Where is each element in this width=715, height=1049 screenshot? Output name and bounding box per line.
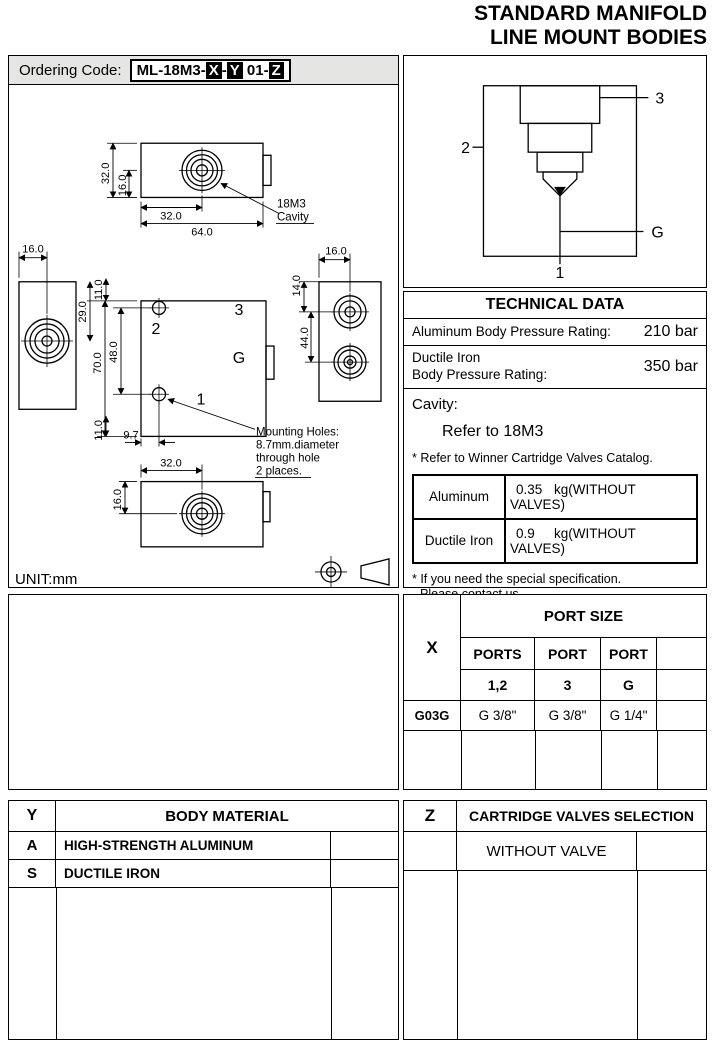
weight-material: Ductile Iron <box>413 519 505 563</box>
body-material-label: DUCTILE IRON <box>56 860 331 887</box>
dim-label: 9.7 <box>123 429 139 442</box>
mounting-note-line4: 2 places. <box>256 465 303 478</box>
dim-label: 16.0 <box>117 174 129 197</box>
ductile-rating-value: 350 bar <box>643 357 698 375</box>
grid-line <box>601 731 602 789</box>
dim-label: 48.0 <box>108 341 120 363</box>
schematic-port-3: 3 <box>655 90 665 108</box>
code-chip-x: X <box>206 62 222 79</box>
technical-data-body <box>404 389 706 603</box>
cavity-callout-line1: 18M3 <box>277 198 306 211</box>
code-chip-y: Y <box>227 62 243 79</box>
dim-label: 70.0 <box>92 352 104 374</box>
code-middle: 01- <box>242 61 269 79</box>
grid-line <box>461 731 462 789</box>
port-size-col-header-empty <box>657 638 706 670</box>
front-view <box>77 275 333 446</box>
port-size-table <box>403 594 707 790</box>
ordering-code-label: Ordering Code: <box>19 61 122 79</box>
body-material-code: A <box>9 832 56 859</box>
port-label-2: 2 <box>151 319 161 338</box>
port-label-3: 3 <box>234 300 244 319</box>
right-plate-view <box>319 246 381 402</box>
catalog-note: * Refer to Winner Cartridge Valves Catalog. <box>412 450 653 465</box>
weight-value: 0.9 <box>516 525 535 541</box>
body-material-key: Y <box>9 801 56 831</box>
weight-row <box>413 475 697 519</box>
dim-label: 16.0 <box>325 245 347 258</box>
weight-value-cell <box>505 519 697 563</box>
weight-unit: kg(WITHOUT VALVES) <box>510 481 636 512</box>
weight-value-cell <box>505 475 697 519</box>
dimension-drawing-svg <box>9 85 398 587</box>
grid-line <box>457 871 458 1039</box>
cartridge-title: CARTRIDGE VALVES SELECTION <box>468 808 695 824</box>
code-chip-z: Z <box>269 62 284 79</box>
code-dash: - <box>221 61 227 79</box>
port-size-col-header: PORT <box>535 638 601 670</box>
dim-label: 32.0 <box>100 162 112 185</box>
port-size-value-empty <box>657 701 706 731</box>
body-material-code: S <box>9 860 56 887</box>
dim-label: 29.0 <box>77 301 89 323</box>
weight-table <box>412 474 698 564</box>
dim-label: 64.0 <box>191 226 213 239</box>
dim-label: 11.0 <box>93 279 105 301</box>
cartridge-header-row <box>404 801 706 832</box>
port-size-col-header: PORT <box>601 638 657 670</box>
technical-data-header: TECHNICAL DATA <box>403 291 707 319</box>
schematic-port-g: G <box>651 224 664 242</box>
port-size-value: G 3/8" <box>461 701 535 731</box>
port-size-title: PORT SIZE <box>461 595 706 638</box>
port-size-col-sub: G <box>601 670 657 701</box>
port-size-col-sub-empty <box>657 670 706 701</box>
mounting-note-line3: through hole <box>256 452 320 465</box>
dim-label: 32.0 <box>160 457 182 470</box>
cavity-value: Refer to 18M3 <box>442 422 544 440</box>
aluminum-rating-row <box>404 319 706 346</box>
cartridge-option: WITHOUT VALVE <box>457 832 637 870</box>
mounting-note-line2: 8.7mm.diameter <box>256 439 340 452</box>
cartridge-row <box>404 832 706 871</box>
empty-panel <box>8 594 399 790</box>
body-material-row <box>9 860 398 888</box>
weight-row <box>413 519 697 563</box>
dim-label: 14.0 <box>291 275 303 297</box>
body-material-empty-cell <box>331 832 398 859</box>
body-material-row <box>9 832 398 860</box>
cavity-label: Cavity: <box>412 395 458 413</box>
aluminum-rating-value: 210 bar <box>643 323 698 340</box>
weight-unit: kg(WITHOUT VALVES) <box>510 525 636 556</box>
cavity-callout-line2: Cavity <box>277 211 309 224</box>
unit-label: UNIT:mm <box>15 570 78 587</box>
port-size-value: G 3/8" <box>535 701 601 731</box>
ordering-code-value <box>130 59 291 82</box>
body-material-header-row <box>9 801 398 832</box>
port-label-g: G <box>232 349 246 368</box>
grid-line <box>535 731 536 789</box>
projection-symbol-icon <box>315 556 389 587</box>
port-size-row-code: G03G <box>404 701 461 731</box>
schematic-port-1: 1 <box>555 265 565 283</box>
cartridge-valves-table <box>403 800 707 1040</box>
code-prefix: ML-18M3- <box>136 61 206 79</box>
body-material-empty-cell <box>331 860 398 887</box>
grid-line <box>657 731 658 789</box>
aluminum-rating-label: Aluminum Body Pressure Rating: <box>412 323 611 339</box>
ductile-rating-label: Ductile Iron Body Pressure Rating: <box>412 350 548 382</box>
dim-label: 32.0 <box>160 210 182 223</box>
body-material-title: BODY MATERIAL <box>165 807 289 825</box>
dim-label: 11.0 <box>93 420 105 441</box>
port-label-1: 1 <box>196 390 206 409</box>
ductile-rating-row <box>404 346 706 389</box>
body-material-table <box>8 800 399 1040</box>
port-size-key: X <box>404 595 461 701</box>
ordering-code-bar <box>8 55 399 85</box>
technical-data-panel <box>403 319 707 588</box>
grid-line <box>331 888 332 1039</box>
dim-label: 44.0 <box>299 327 311 349</box>
grid-line <box>56 888 57 1039</box>
cavity-callout <box>221 183 314 223</box>
bottom-view <box>112 458 270 547</box>
top-view <box>100 143 271 238</box>
page-title-line1: STANDARD MANIFOLD <box>474 2 707 25</box>
schematic-port-2: 2 <box>461 140 471 158</box>
port-size-col-sub: 3 <box>535 670 601 701</box>
cavity-schematic-svg <box>404 56 706 287</box>
body-material-label: HIGH-STRENGTH ALUMINUM <box>56 832 331 859</box>
special-note: * If you need the special specification. <box>412 571 622 586</box>
dim-label: 16.0 <box>22 243 44 256</box>
weight-value: 0.35 <box>516 481 543 497</box>
page-title <box>474 2 707 50</box>
cavity-schematic <box>461 86 664 282</box>
dimension-drawing-panel <box>8 85 399 588</box>
left-plate-view <box>19 244 76 410</box>
port-size-col-header: PORTS <box>461 638 535 670</box>
mounting-note-line1: Mounting Holes: <box>256 426 340 439</box>
grid-line <box>637 871 638 1039</box>
port-size-value: G 1/4" <box>601 701 657 731</box>
cartridge-empty-cell <box>637 832 706 870</box>
page-title-line2: LINE MOUNT BODIES <box>489 26 707 49</box>
port-size-col-sub: 1,2 <box>461 670 535 701</box>
weight-material: Aluminum <box>413 475 505 519</box>
dim-label: 16.0 <box>112 488 124 511</box>
cartridge-code-cell <box>404 832 457 870</box>
cavity-schematic-panel <box>403 55 707 288</box>
mounting-note <box>168 399 339 477</box>
cartridge-key: Z <box>404 801 457 831</box>
